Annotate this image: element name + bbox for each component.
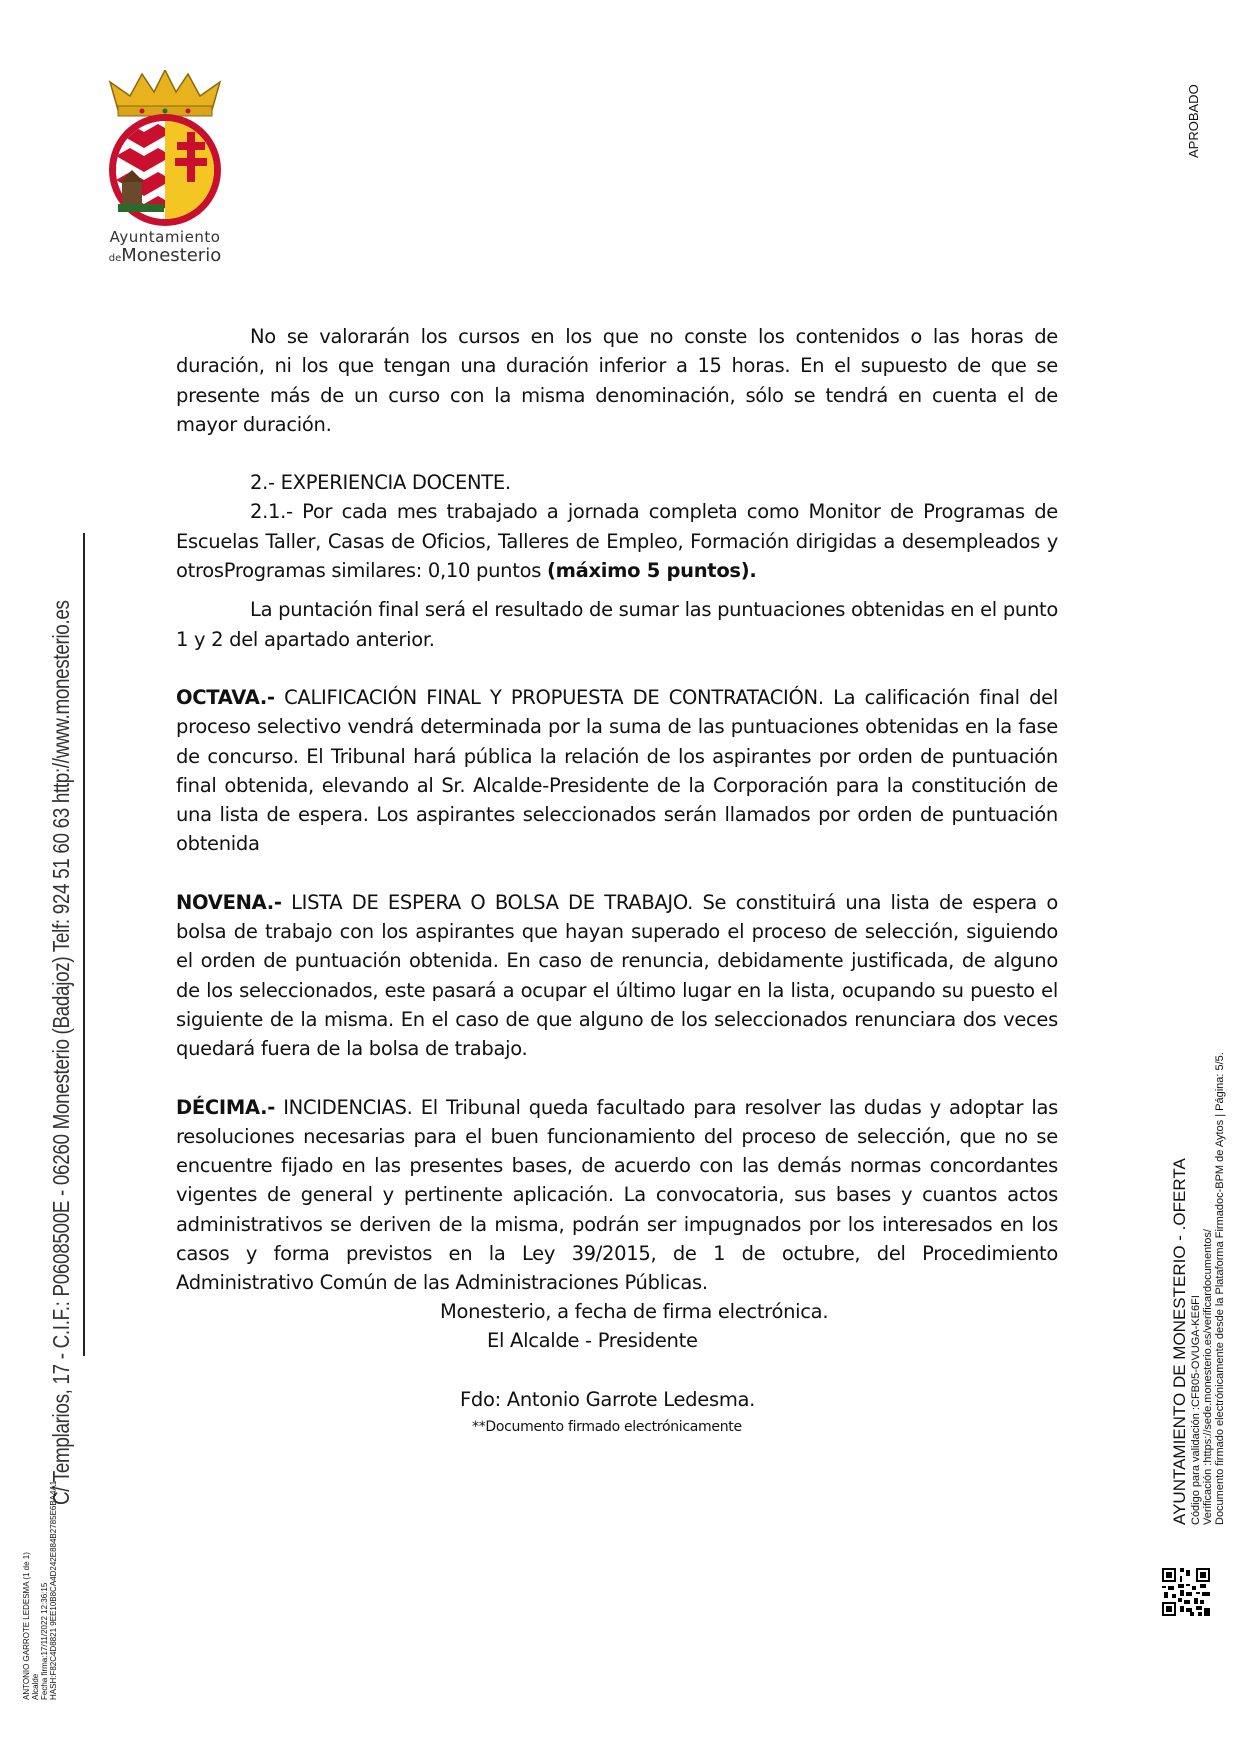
clause-octava-label: OCTAVA.- — [176, 685, 275, 709]
clause-decima — [176, 1093, 1058, 1298]
signer-name: ANTONIO GARROTE LEDESMA (1 de 1) — [22, 1552, 31, 1700]
validation-block — [1170, 1052, 1226, 1525]
signer-stamp — [22, 1481, 58, 1700]
coat-of-arms-icon — [90, 70, 240, 228]
clause-novena — [176, 888, 1058, 1064]
qr-code-icon — [1162, 1568, 1210, 1616]
closing-signature: Fdo: Antonio Garrote Ledesma. — [460, 1388, 756, 1411]
signer-hash: HASH:F82C4D8821 9EE10B8CA4D242E884B2785E6BA4A1 — [49, 1480, 58, 1700]
clause-octava — [176, 683, 1058, 859]
paragraph-2-1 — [176, 497, 1058, 585]
document-body — [176, 322, 1058, 1298]
left-divider — [83, 533, 85, 1356]
status-label: APROBADO — [1186, 84, 1201, 158]
validation-code: Código para validación :CFB05-OVUGA-KE6FI — [1190, 1295, 1202, 1525]
section-heading-experiencia: 2.- EXPERIENCIA DOCENTE. — [250, 471, 511, 495]
logo-text-ayuntamiento: Ayuntamiento — [109, 228, 221, 246]
address-line: C/ Templarios, 17 - C.I.F.: P0608500E - 06260 Monesterio (Badajoz) Telf: 924 51 60 63 http://www.monesterio.es — [48, 600, 74, 1505]
clause-novena-label: NOVENA.- — [176, 890, 282, 914]
logo-text-monesterio — [80, 245, 250, 266]
clause-novena-text: LISTA DE ESPERA O BOLSA DE TRABAJO. Se constituirá una lista de espera o bolsa de trabajo con los aspirantes que hayan superado el proceso de selección, siguiendo el orden de puntuación obtenida. En caso de renuncia, debidamente justificada, de alguno de los seleccionados, este pasará a ocupar el último lugar en la lista, ocupando su puesto el siguiente de la misma. En el caso de que alguno de los seleccionados renunciara dos veces quedará fuera de la bolsa de trabajo. — [176, 890, 1058, 1061]
clause-decima-label: DÉCIMA.- — [176, 1095, 276, 1119]
closing-role: El Alcalde - Presidente — [487, 1329, 698, 1352]
municipal-logo — [90, 70, 240, 270]
paragraph-courses: No se valorarán los cursos en los que no conste los contenidos o las horas de duración, ni los que tengan una duración inferior a 15 horas. En el supuesto de que se presente más de un curso con la misma denominación, sólo se tendrá en cuenta el de mayor duración. — [176, 325, 1058, 436]
paragraph-puntuacion-final: La puntación final será el resultado de sumar las puntuaciones obtenidas en el punto 1 y 2 del apartado anterior. — [176, 598, 1058, 651]
signer-date: Fecha firma:17/11/2022 12:36:15 — [40, 1582, 49, 1700]
validation-platform: Documento firmado electrónicamente desde la Plataforma Firmadoc-BPM de Aytos | Página: 5/5. — [1214, 1052, 1226, 1525]
closing-note: **Documento firmado electrónicamente — [472, 1419, 742, 1435]
logo-text-de: de — [108, 253, 122, 264]
logo-text-name: Monesterio — [121, 245, 222, 266]
validation-url: Verificación :https://sede.monesterio.es/verificardocumentos/ — [1202, 1229, 1214, 1525]
clause-octava-text: CALIFICACIÓN FINAL Y PROPUESTA DE CONTRATACIÓN. La calificación final del proceso selectivo vendrá determinada por la suma de las puntuaciones obtenidas en la fase de concurso. El Tribunal hará pública la relación de los aspirantes por orden de puntuación final obtenida, elevando al Sr. Alcalde-Presidente de la Corporación para la constitución de una lista de espera. Los aspirantes seleccionados serán llamados por orden de puntuación obtenida — [176, 685, 1058, 856]
paragraph-2-1-max: (máximo 5 puntos). — [546, 559, 757, 583]
validation-title: AYUNTAMIENTO DE MONESTERIO - .OFERTA — [1170, 1158, 1189, 1525]
paragraph-2-1-text: 2.1.- Por cada mes trabajado a jornada completa como Monitor de Programas de Escuelas Taller, Casas de Oficios, Talleres de Empleo, Formación dirigidas a desempleados y otrosProgramas similares: 0,10 puntos — [176, 500, 1058, 583]
clause-decima-text: INCIDENCIAS. El Tribunal queda facultado para resolver las dudas y adoptar las resoluciones necesarias para el buen funcionamiento del proceso de selección, que no se encuentre fijado en las presentes bases, de acuerdo con las demás normas concordantes vigentes de general y pertinente aplicación. La convocatoria, sus bases y cuantos actos administrativos se deriven de la misma, podrán ser impugnados por los interesados en los casos y forma previstos en la Ley 39/2015, de 1 de octubre, del Procedimiento Administrativo Común de las Administraciones Públicas. — [176, 1095, 1058, 1295]
closing-place: Monesterio, a fecha de firma electrónica. — [440, 1300, 829, 1323]
signer-role: Alcalde — [31, 1673, 40, 1700]
